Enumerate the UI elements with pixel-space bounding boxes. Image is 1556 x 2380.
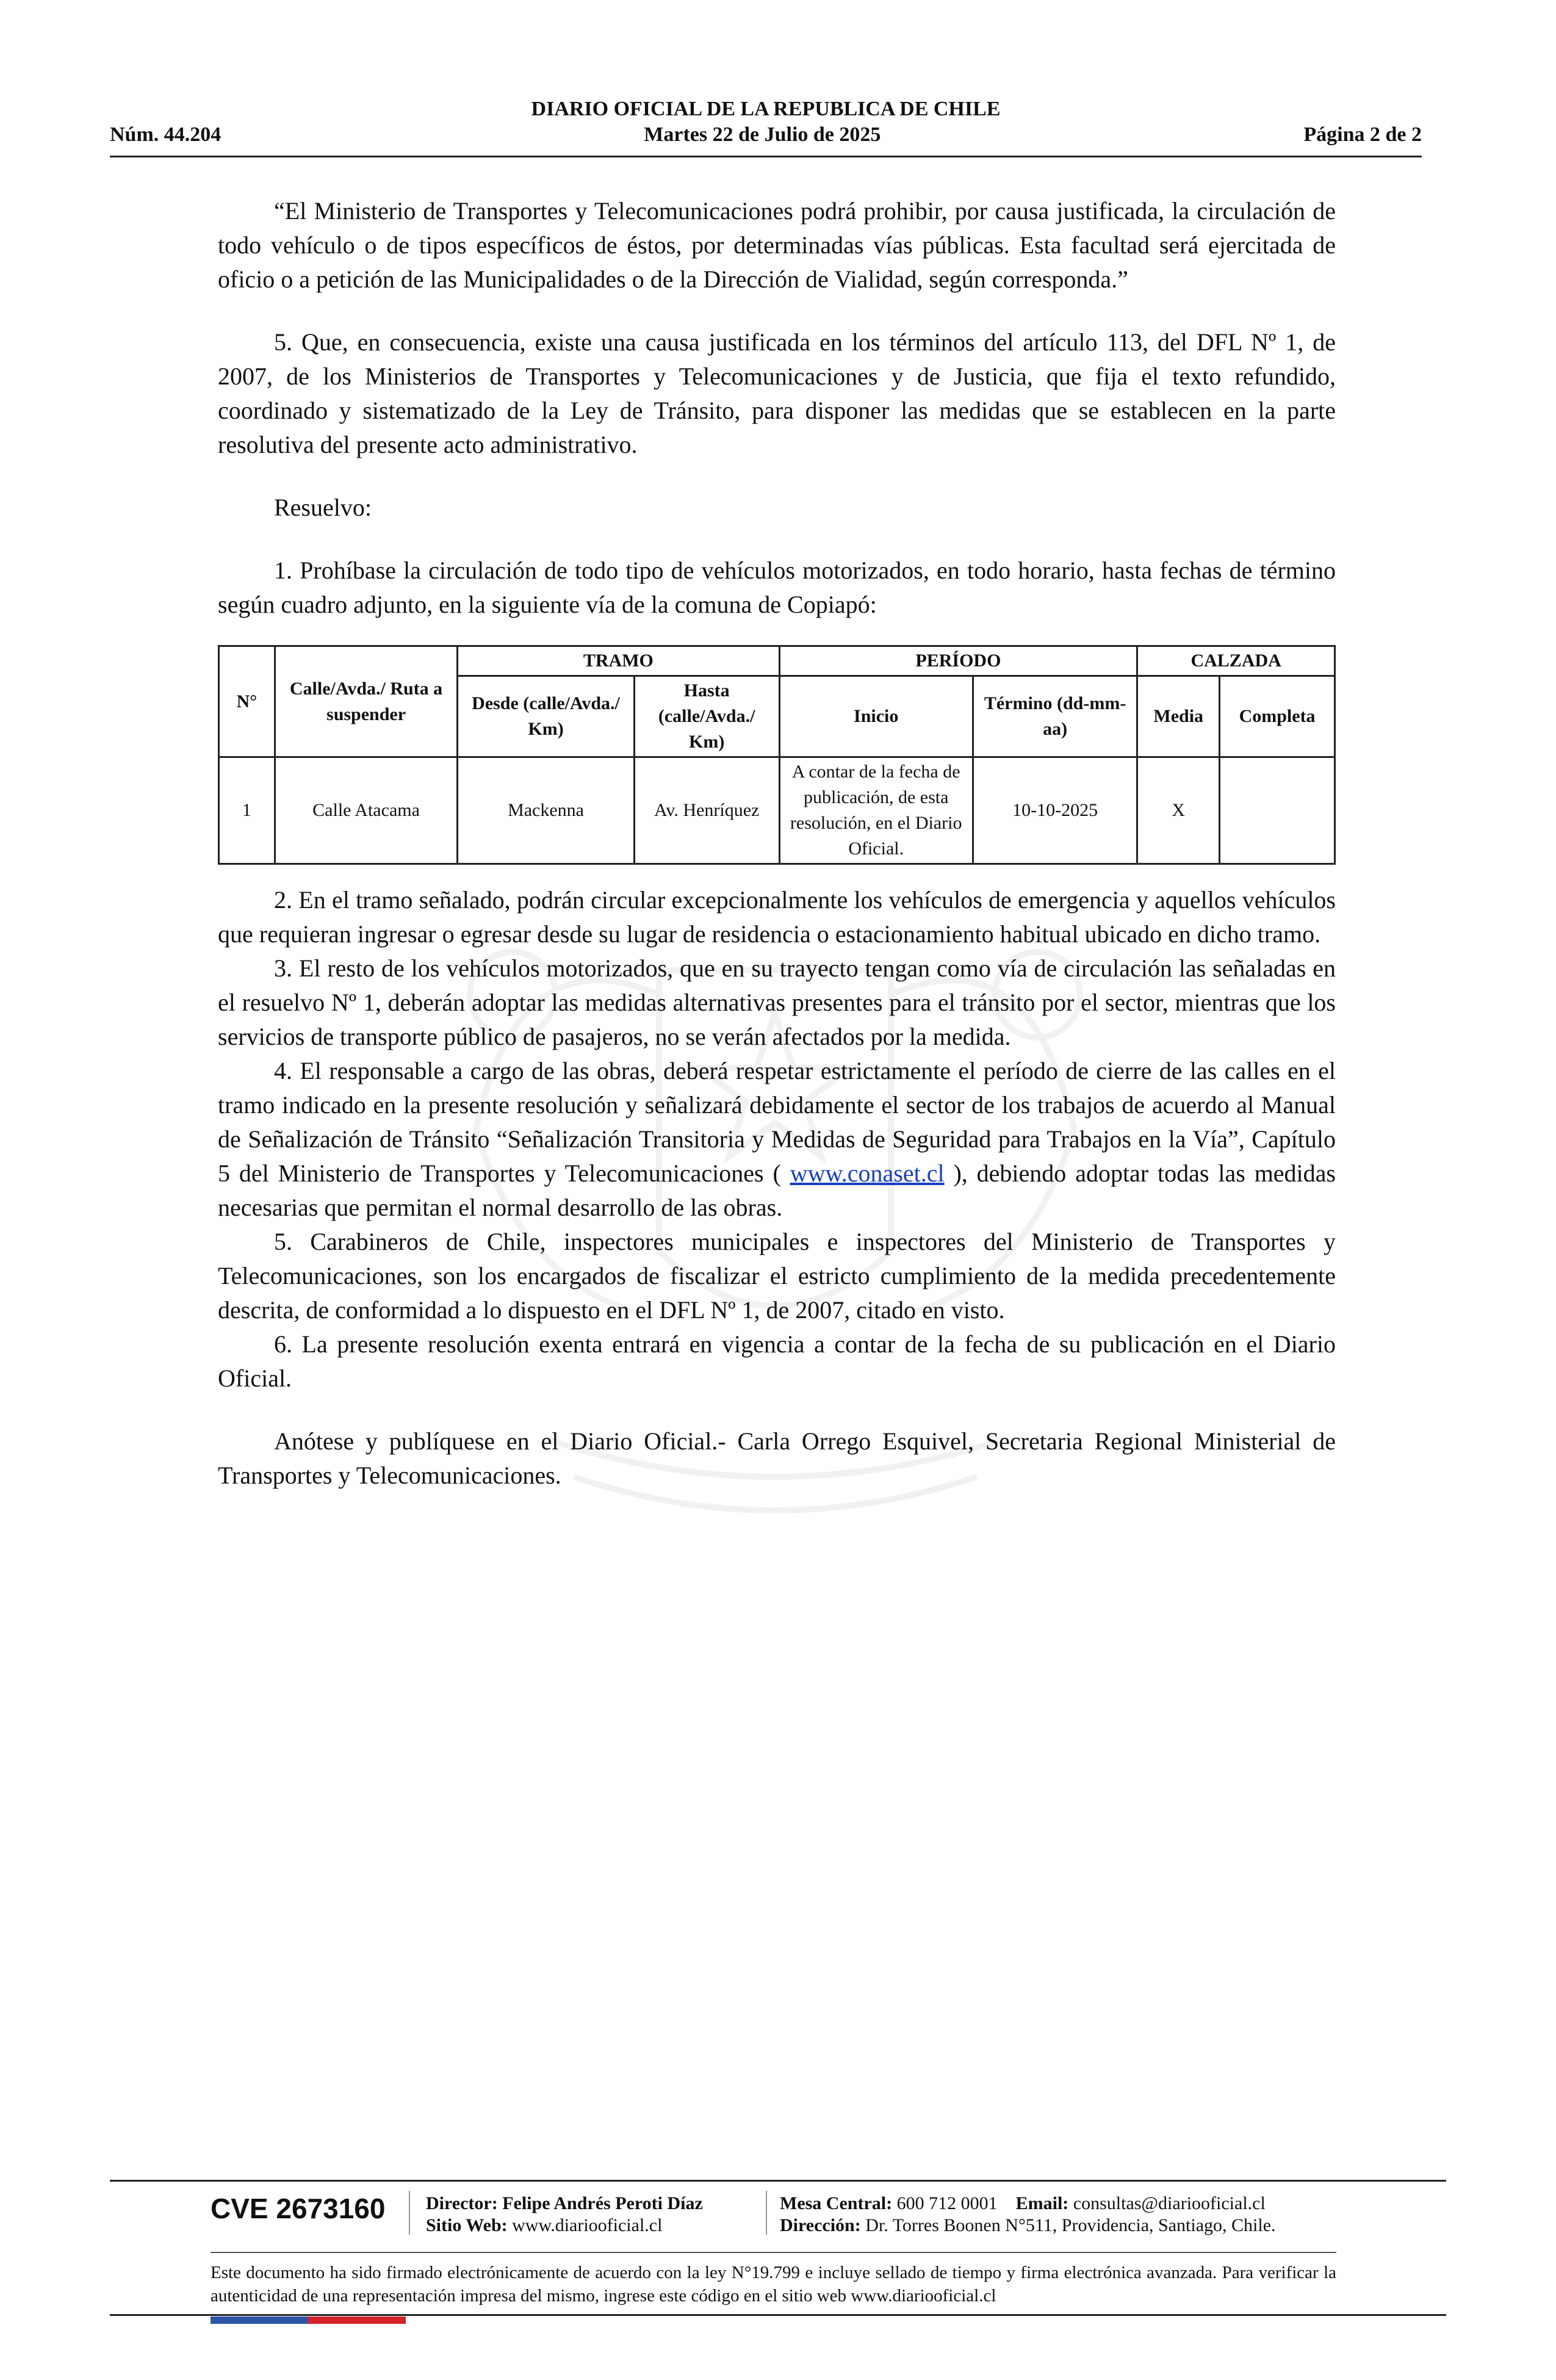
email-label: Email:: [1015, 2193, 1069, 2213]
resolution-5: 5. Carabineros de Chile, inspectores municipales e inspectores del Ministerio de Transportes y Telecomunicaciones, son los encargados de fiscalizar el estricto cumplimiento de la medida precedentemente descrita, de conformidad a lo dispuesto en el DFL Nº 1, de 2007, citado en visto.: [218, 1228, 1336, 1324]
cve-code: CVE 2673160: [211, 2193, 386, 2224]
address-text: Dr. Torres Boonen N°511, Providencia, Santiago, Chile.: [865, 2215, 1276, 2235]
resolution-4-text-b: ), debiendo adoptar todas las medidas necesarias que permitan el normal desarrollo de las obras.: [218, 1159, 1336, 1221]
document-body: [218, 194, 1336, 1493]
col-header-media: Media: [1137, 676, 1220, 757]
header-divider: [110, 156, 1422, 157]
closure-table: [218, 645, 1336, 865]
col-header-periodo: PERÍODO: [779, 646, 1137, 676]
closing-signature: Anótese y publíquese en el Diario Oficial.- Carla Orrego Esquivel, Secretaria Regional Ministerial de Transportes y Telecomunicaciones.: [218, 1427, 1336, 1489]
footer-contact-block: [780, 2193, 1276, 2237]
footer-divider-bottom: [110, 2314, 1446, 2316]
address-label: Dirección:: [780, 2215, 861, 2235]
resolution-3: 3. El resto de los vehículos motorizados, que en su trayecto tengan como vía de circulación las señaladas en el resuelvo Nº 1, deberán adoptar las medidas alternativas presentes para el tránsito por el sector, mientras que los servicios de transporte público de pasajeros, no se verán afectados por la medida.: [218, 954, 1336, 1050]
table-row: [219, 757, 1335, 864]
cell-hasta: Av. Henríquez: [634, 757, 779, 864]
flag-blue-segment: [211, 2317, 308, 2324]
resolution-2: 2. En el tramo señalado, podrán circular excepcionalmente los vehículos de emergencia y aquellos vehículos que requieran ingresar o egresar desde su lugar de residencia o estacionamiento habitual ubicado en dicho tramo.: [218, 886, 1336, 948]
cell-inicio: A contar de la fecha de publicación, de esta resolución, en el Diario Oficial.: [779, 757, 973, 864]
resuelvo-heading: Resuelvo:: [274, 494, 372, 521]
director-name: Felipe Andrés Peroti Díaz: [502, 2193, 703, 2213]
flag-stripe: [211, 2317, 406, 2324]
issue-number: Núm. 44.204: [110, 123, 222, 146]
cell-completa: [1220, 757, 1335, 864]
cell-number: 1: [219, 757, 275, 864]
considerando-5: 5. Que, en consecuencia, existe una causa justificada en los términos del artículo 113, del DFL Nº 1, de 2007, de los Ministerios de Transportes y Telecomunicaciones y de Justicia, que fija el texto refundido, coordinado y sistematizado de la Ley de Tránsito, para disponer las medidas que se establecen en la parte resolutiva del presente acto administrativo.: [218, 328, 1336, 458]
issue-date: Martes 22 de Julio de 2025: [644, 123, 881, 146]
publication-title: DIARIO OFICIAL DE LA REPUBLICA DE CHILE: [531, 98, 1001, 120]
footer-separator: [409, 2191, 410, 2235]
flag-red-segment: [308, 2317, 406, 2324]
col-header-hasta: Hasta (calle/Avda./ Km): [634, 676, 779, 757]
legal-notice: Este documento ha sido firmado electrónicamente de acuerdo con la ley N°19.799 e incluye sellado de tiempo y firma electrónica avanzada. Para verificar la autenticidad de una representación impresa del mismo, ingrese este código en el sitio web www.diariooficial.cl: [211, 2263, 1336, 2306]
cell-street: Calle Atacama: [275, 757, 457, 864]
website-url[interactable]: www.diariooficial.cl: [512, 2215, 663, 2235]
cell-desde: Mackenna: [458, 757, 635, 864]
footer-divider-mid: [211, 2252, 1336, 2253]
col-header-termino: Término (dd-mm-aa): [973, 676, 1137, 757]
mesa-phone: 600 712 0001: [896, 2193, 998, 2213]
col-header-tramo: TRAMO: [458, 646, 779, 676]
col-header-calzada: CALZADA: [1137, 646, 1335, 676]
col-header-street: Calle/Avda./ Ruta a suspender: [275, 646, 457, 757]
conaset-link[interactable]: www.conaset.cl: [790, 1159, 945, 1187]
resolution-6: 6. La presente resolución exenta entrará en vigencia a contar de la fecha de su publicación en el Diario Oficial.: [218, 1330, 1336, 1392]
cell-media: X: [1137, 757, 1220, 864]
cell-termino: 10-10-2025: [973, 757, 1137, 864]
col-header-desde: Desde (calle/Avda./ Km): [458, 676, 635, 757]
footer-divider-top: [110, 2180, 1446, 2182]
quote-paragraph: “El Ministerio de Transportes y Telecomunicaciones podrá prohibir, por causa justificada, la circulación de todo vehículo o de tipos específicos de éstos, por determinadas vías públicas. Esta facultad será ejercitada de oficio o a petición de las Municipalidades o de la Dirección de Vialidad, según corresponda.”: [218, 197, 1336, 293]
email-address[interactable]: consultas@diariooficial.cl: [1073, 2193, 1266, 2213]
resolution-1: 1. Prohíbase la circulación de todo tipo de vehículos motorizados, en todo horario, hasta fechas de término según cuadro adjunto, en la siguiente vía de la comuna de Copiapó:: [218, 557, 1336, 618]
footer-separator: [766, 2191, 767, 2235]
resolution-4-text-a: 4. El responsable a cargo de las obras, deberá respetar estrictamente el período de cierre de las calles en el tramo indicado en la presente resolución y señalizará debidamente el sector de los trabajos de acuerdo al Manual de Señalización de Tránsito “Señalización Transitoria y Medidas de Seguridad para Trabajos en la Vía”, Capítulo 5 del Ministerio de Transportes y Telecomunicaciones (: [218, 1057, 1336, 1187]
table-header-row: [219, 646, 1335, 676]
col-header-number: N°: [219, 646, 275, 757]
resolution-4: [218, 1054, 1336, 1225]
mesa-label: Mesa Central:: [780, 2193, 893, 2213]
col-header-inicio: Inicio: [779, 676, 973, 757]
director-label: Director:: [426, 2193, 498, 2213]
col-header-completa: Completa: [1220, 676, 1335, 757]
website-label: Sitio Web:: [426, 2215, 508, 2235]
page-header: [110, 96, 1422, 148]
page-number: Página 2 de 2: [1303, 123, 1422, 146]
footer-director-block: [426, 2193, 703, 2237]
